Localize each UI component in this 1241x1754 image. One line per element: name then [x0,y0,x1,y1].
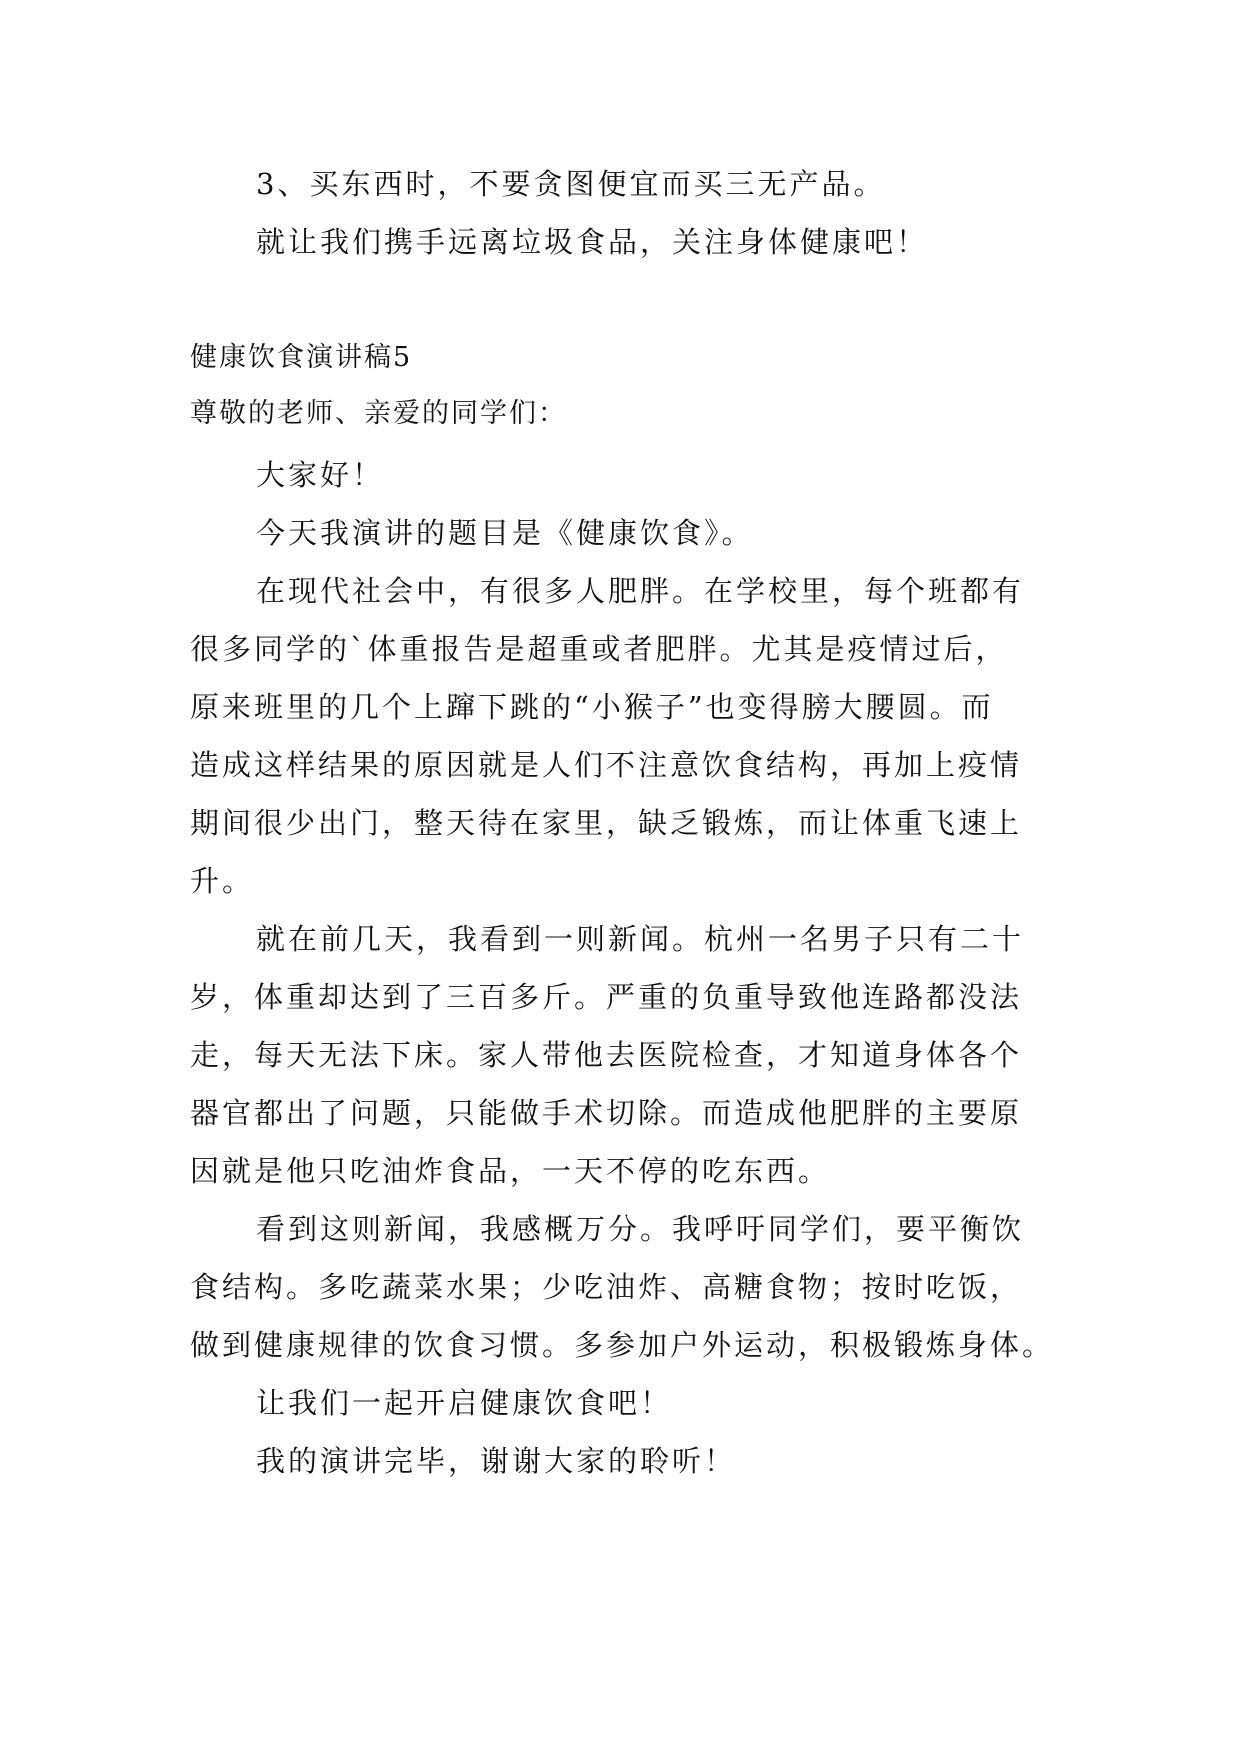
body-line: 大家好！ [256,458,385,492]
body-line: 在现代社会中，有很多人肥胖。在学校里，每个班都有 [256,574,1025,608]
body-line: 很多同学的`体重报告是超重或者肥胖。尤其是疫情过后， [190,632,1008,666]
speech-header [190,330,1060,442]
body-line: 期间很少出门，整天待在家里，缺乏锻炼，而让体重飞速上 [190,806,1023,840]
body-line: 升。 [190,864,255,898]
body-line: 原来班里的几个上蹿下跳的“小猴子”也变得膀大腰圆。而 [190,690,994,724]
intro-block [190,155,1060,271]
body-line: 看到这则新闻，我感概万分。我呼吁同学们，要平衡饮 [256,1212,1025,1246]
body-line: 走，每天无法下床。家人带他去医院检查，才知道身体各个 [190,1038,1023,1072]
body-line: 我的演讲完毕，谢谢大家的聆听！ [256,1444,737,1478]
section-title: 健康饮食演讲稿5 [190,342,413,373]
body-line: 因就是他只吃油炸食品，一天不停的吃东西。 [190,1154,831,1188]
body-line: 今天我演讲的题目是《健康饮食》。 [256,516,754,550]
body-line: 让我们一起开启健康饮食吧！ [256,1386,673,1420]
body-line: 食结构。多吃蔬菜水果；少吃油炸、高糖食物；按时吃饭， [190,1270,1023,1304]
salutation: 尊敬的老师、亲爱的同学们： [190,398,567,429]
speech-body [190,446,1060,1490]
body-line: 岁，体重却达到了三百多斤。严重的负重导致他连路都没法 [190,980,1023,1014]
intro-line-closing: 就让我们携手远离垃圾食品，关注身体健康吧！ [256,225,929,259]
body-line: 就在前几天，我看到一则新闻。杭州一名男子只有二十 [256,922,1025,956]
body-line: 做到健康规律的饮食习惯。多参加户外运动，积极锻炼身体。 [190,1328,1055,1362]
body-line: 造成这样结果的原因就是人们不注意饮食结构，再加上疫情 [190,748,1023,782]
intro-line-tip-3: 3、买东西时，不要贪图便宜而买三无产品。 [256,167,886,201]
body-line: 器官都出了问题，只能做手术切除。而造成他肥胖的主要原 [190,1096,1023,1130]
